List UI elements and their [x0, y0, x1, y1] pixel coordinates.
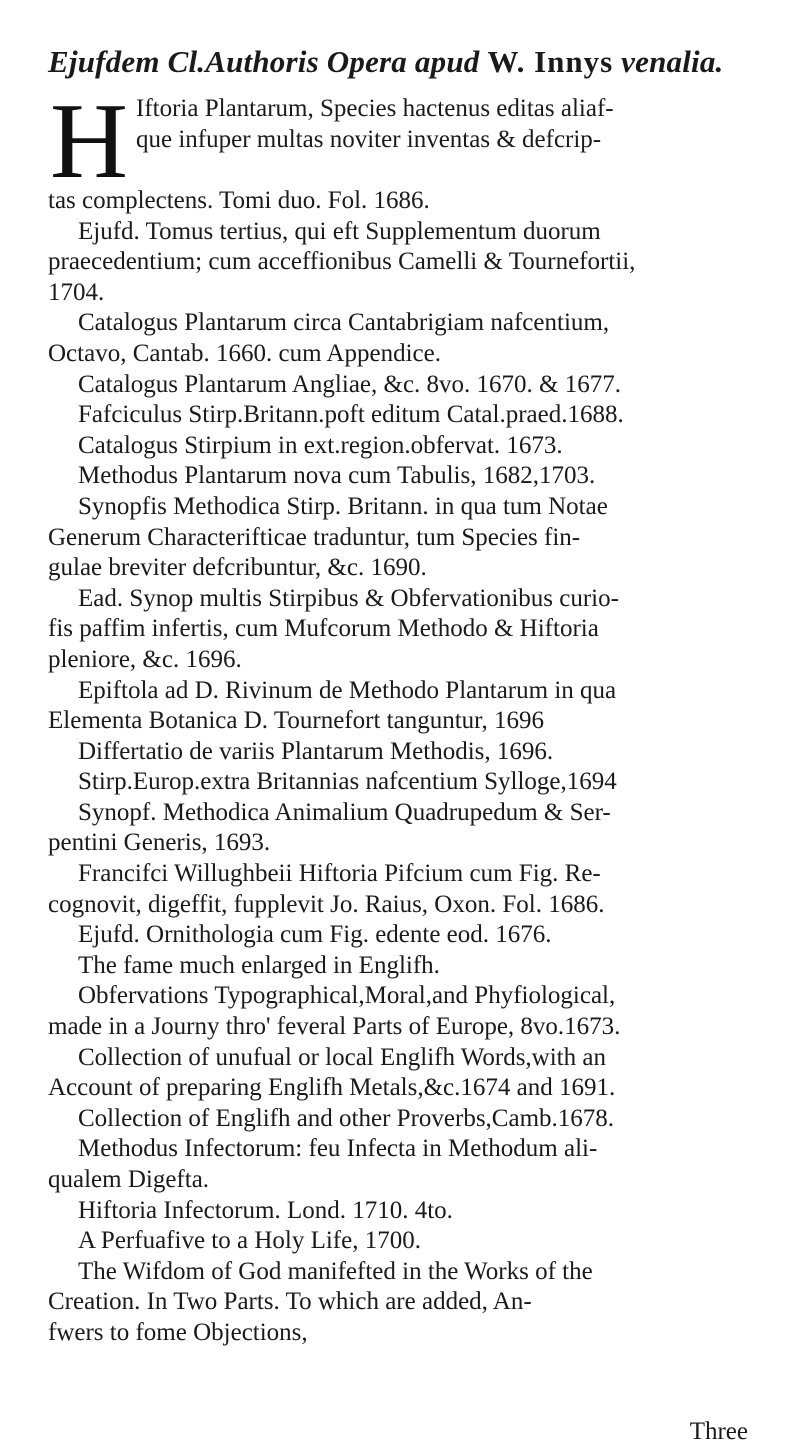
work-entry-line: A Perfuafive to a Holy Life, 1700. — [78, 1227, 421, 1255]
work-entry-line: Account of preparing Englifh Metals,&c.1674 and 1691. — [48, 1074, 616, 1102]
work-entry-line: Elementa Botanica D. Tournefort tanguntur, 1696 — [48, 707, 544, 735]
work-entry — [48, 492, 756, 584]
work-entry — [48, 951, 756, 982]
work-entry-line: fwers to fome Objections, — [48, 1318, 308, 1346]
header-title: Ejufdem Cl.Authoris Opera apud — [48, 44, 480, 79]
work-entry-line: Synopf. Methodica Animalium Quadrupedum & Ser- — [78, 798, 611, 826]
work-entry-line: Collection of unufual or local Englifh Words,with an — [78, 1043, 606, 1071]
work-entry — [48, 584, 756, 676]
work-entry-line: The fame much enlarged in Englifh. — [78, 951, 440, 979]
work-entry-line: qualem Digefta. — [48, 1166, 210, 1193]
work-entry-line: Catalogus Plantarum circa Cantabrigiam nafcentium, — [78, 309, 610, 337]
work-entry-line: Epiftola ad D. Rivinum de Methodo Plantarum in qua — [78, 676, 617, 704]
work-entry-line: Synopfis Methodica Stirp. Britann. in qua tum Notae — [78, 492, 608, 520]
work-entry-line: cognovit, digeffit, fupplevit Jo. Raius, Oxon. Fol. 1686. — [48, 890, 605, 918]
intro-paragraph — [48, 82, 756, 308]
work-entry — [48, 920, 756, 951]
work-entry-line: Hiftoria Infectorum. Lond. 1710. 4to. — [78, 1196, 453, 1224]
work-entry — [48, 1104, 756, 1135]
work-entry-line: The Wifdom of God manifefted in the Works of the — [78, 1257, 593, 1285]
drop-cap: H — [50, 82, 128, 201]
work-entry-line: gulae breviter defcribuntur, &c. 1690. — [48, 554, 427, 582]
intro-line: 1704. — [48, 278, 105, 306]
work-entry — [48, 798, 756, 859]
intro-line: tas complectens. Tomi duo. Fol. 1686. — [48, 187, 430, 214]
work-entry-line: Octavo, Cantab. 1660. cum Appendice. — [48, 339, 441, 367]
work-entry-line: Methodus Infectorum: feu Infecta in Methodum ali- — [78, 1135, 598, 1163]
work-entry-line: pentini Generis, 1693. — [48, 829, 271, 857]
work-entry-line: Ead. Synop multis Stirpibus & Obfervationibus curio- — [78, 584, 619, 612]
work-entry — [48, 1226, 756, 1257]
work-entry — [48, 859, 756, 920]
intro-line: que infuper multas noviter inventas & defcrip- — [136, 125, 602, 153]
work-entry-line: made in a Journy thro' feveral Parts of Europe, 8vo.1673. — [48, 1013, 621, 1041]
work-entry — [48, 737, 756, 768]
work-entry-line: Creation. In Two Parts. To which are added, An- — [48, 1288, 532, 1316]
works-list — [48, 308, 756, 1348]
work-entry-line: Catalogus Stirpium in ext.region.obfervat. 1673. — [78, 431, 563, 459]
work-entry — [48, 1257, 756, 1349]
work-entry — [48, 981, 756, 1042]
work-entry-line: Generum Characterifticae traduntur, tum Species fin- — [48, 523, 581, 551]
work-entry — [48, 767, 756, 798]
work-entry — [48, 1043, 756, 1104]
work-entry-line: Methodus Plantarum nova cum Tabulis, 1682,1703. — [78, 462, 596, 490]
header-publisher: W. Innys — [487, 44, 614, 79]
work-entry-line: Francifci Willughbeii Hiftoria Pifcium cum Fig. Re- — [78, 860, 601, 888]
intro-line: Iftoria Plantarum, Species hactenus editas aliaf- — [136, 95, 614, 122]
work-entry — [48, 461, 756, 492]
intro-line: praecedentium; cum acceffionibus Camelli & Tournefortii, — [48, 248, 636, 276]
work-entry-line: Ejufd. Ornithologia cum Fig. edente eod. 1676. — [78, 921, 552, 949]
work-entry — [48, 308, 756, 369]
work-entry-line: Obfervations Typographical,Moral,and Phyfiological, — [78, 982, 616, 1010]
work-entry — [48, 370, 756, 401]
work-entry — [48, 431, 756, 462]
work-entry-line: Stirp.Europ.extra Britannias nafcentium Sylloge,1694 — [78, 768, 617, 796]
work-entry — [48, 676, 756, 737]
work-entry — [48, 400, 756, 431]
work-entry — [48, 1134, 756, 1195]
page-header — [48, 44, 756, 80]
work-entry-line: Catalogus Plantarum Angliae, &c. 8vo. 1670. & 1677. — [78, 370, 621, 398]
work-entry-line: pleniore, &c. 1696. — [48, 645, 242, 673]
work-entry — [48, 1196, 756, 1227]
work-entry-line: Fafciculus Stirp.Britann.poft editum Catal.praed.1688. — [78, 401, 624, 429]
work-entry-line: Collection of Englifh and other Proverbs,Camb.1678. — [78, 1104, 615, 1132]
intro-line: Ejufd. Tomus tertius, qui eft Supplementum duorum — [78, 217, 601, 245]
work-entry-line: Differtatio de variis Plantarum Methodis, 1696. — [78, 737, 554, 765]
catchword: Three — [689, 1418, 748, 1445]
header-suffix: venalia. — [621, 44, 724, 79]
work-entry-line: fis paffim infertis, cum Mufcorum Methodo & Hiftoria — [48, 615, 599, 643]
